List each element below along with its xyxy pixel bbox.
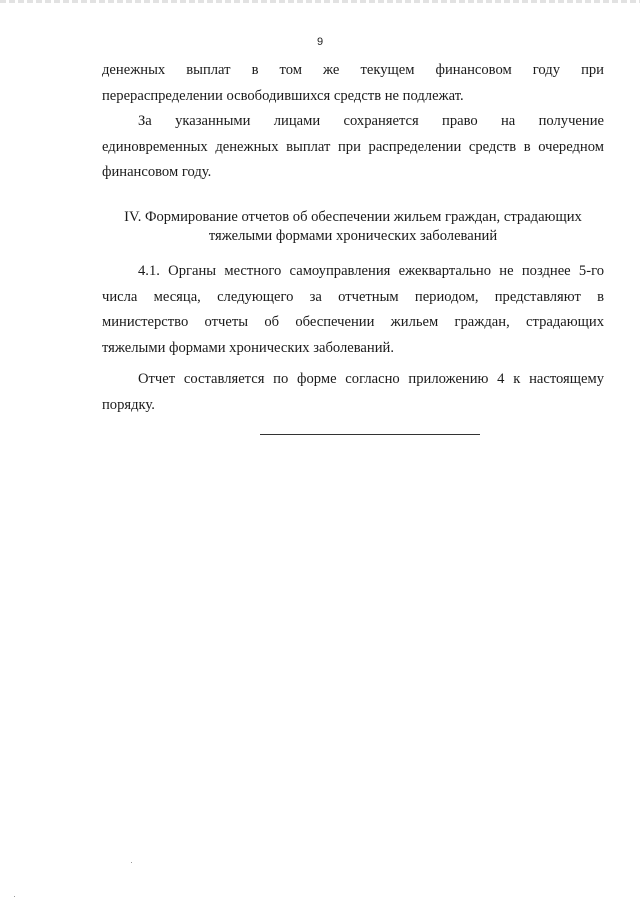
text-line: 4.1. Органы местного самоуправления ежеквартально не позднее 5-го	[138, 263, 604, 279]
text-line: тяжелыми формами хронических заболеваний.	[102, 339, 394, 356]
text-line: единовременных денежных выплат при распределении средств в очередном	[102, 138, 604, 155]
scan-top-edge	[0, 0, 640, 3]
text-line: Отчет составляется по форме согласно приложению 4 к настоящему	[138, 371, 604, 387]
text-line: перераспределении освободившихся средств не подлежат.	[102, 87, 464, 104]
page-number: 9	[316, 36, 324, 48]
text-line: За указанными лицами сохраняется право на получение	[138, 113, 604, 129]
text-line: числа месяца, следующего за отчетным периодом, представляют в	[102, 288, 604, 305]
paragraph-report-form	[102, 367, 604, 418]
paragraph-continuation	[102, 58, 604, 109]
heading-line: IV. Формирование отчетов об обеспечении жильем граждан, страдающих	[124, 209, 582, 225]
text-line: порядку.	[102, 396, 155, 413]
text-line: финансовом году.	[102, 164, 212, 180]
scan-speck	[14, 896, 15, 897]
text-line: министерство отчеты об обеспечении жильем граждан, страдающих	[102, 314, 604, 330]
end-of-document-rule	[260, 434, 480, 435]
section-heading	[90, 208, 616, 246]
paragraph-4-1	[102, 259, 604, 361]
text-line: денежных выплат в том же текущем финансовом году при	[102, 62, 604, 78]
scan-speck	[131, 862, 132, 863]
paragraph-retained-right	[102, 109, 604, 186]
heading-line: тяжелыми формами хронических заболеваний	[208, 228, 498, 244]
